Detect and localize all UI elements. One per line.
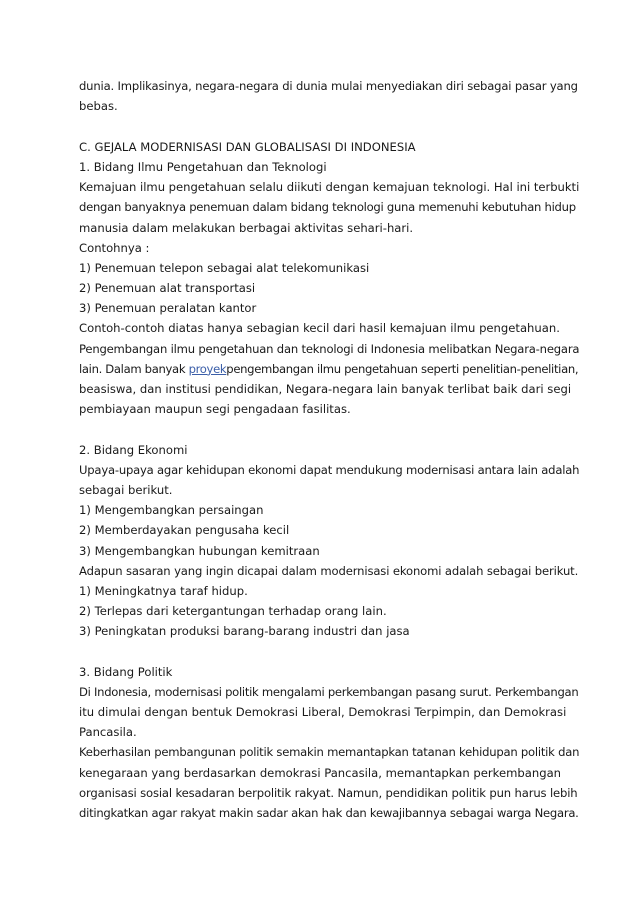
list-item: 3) Mengembangkan hubungan kemitraan [79,543,320,558]
text-line: pembiayaan maupun segi pengadaan fasilitas. [79,402,351,417]
proyek-link[interactable]: proyek [188,361,227,376]
text-line-with-link [79,359,579,379]
text-line: organisasi sosial kesadaran berpolitik rakyat. Namun, pendidikan politik pun harus lebih [79,785,578,800]
text-line: Kemajuan ilmu pengetahuan selalu diikuti dengan kemajuan teknologi. Hal ini terbukti [79,180,580,195]
subsection-title: 1. Bidang Ilmu Pengetahuan dan Teknologi [79,159,327,174]
list-item: 2) Memberdayakan pengusaha kecil [79,523,290,538]
text-line: Di Indonesia, modernisasi politik mengalami perkembangan pasang surut. Perkembangan [79,684,579,699]
text-line: dunia. Implikasinya, negara-negara di dunia mulai menyediakan diri sebagai pasar yang [79,79,578,93]
list-item: 3) Penemuan peralatan kantor [79,301,257,316]
text-line: itu dimulai dengan bentuk Demokrasi Liberal, Demokrasi Terpimpin, dan Demokrasi [79,705,567,720]
text-fragment: lain. Dalam banyak [79,361,189,376]
list-item: 1) Mengembangkan persaingan [79,503,264,518]
text-line: Adapun sasaran yang ingin dicapai dalam modernisasi ekonomi adalah sebagai berikut. [79,563,579,578]
text-line: kenegaraan yang berdasarkan demokrasi Pancasila, memantapkan perkembangan [79,765,562,780]
text-fragment: pengembangan ilmu pengetahuan seperti penelitian-penelitian, [226,361,579,376]
text-line: sebagai berikut. [79,482,173,497]
section-heading: C. GEJALA MODERNISASI DAN GLOBALISASI DI INDONESIA [79,139,416,154]
text-line: ditingkatkan agar rakyat makin sadar akan hak dan kewajibannya sebagai warga Negara. [79,805,579,820]
text-line: Pengembangan ilmu pengetahuan dan teknologi di Indonesia melibatkan Negara-negara [79,341,580,356]
document-page [79,76,579,823]
text-line: beasiswa, dan institusi pendidikan, Negara-negara lain banyak terlibat baik dari segi [79,382,572,397]
text-line: manusia dalam melakukan berbagai aktivitas sehari-hari. [79,220,414,235]
spacer [79,419,579,439]
list-item: 1) Meningkatnya taraf hidup. [79,583,248,598]
text-line: Keberhasilan pembangunan politik semakin memantapkan tatanan kehidupan politik dan [79,745,580,760]
text-line: Contoh-contoh diatas hanya sebagian kecil dari hasil kemajuan ilmu pengetahuan. [79,321,560,336]
list-item: 2) Penemuan alat transportasi [79,281,256,296]
list-item: 3) Peningkatan produksi barang-barang industri dan jasa [79,624,410,639]
subsection-title: 2. Bidang Ekonomi [79,442,188,457]
text-line: dengan banyaknya penemuan dalam bidang teknologi guna memenuhi kebutuhan hidup [79,200,576,215]
subsection-title: 3. Bidang Politik [79,664,173,679]
list-item: 1) Penemuan telepon sebagai alat telekomunikasi [79,260,370,275]
spacer [79,641,579,661]
spacer [79,116,579,136]
list-item: 2) Terlepas dari ketergantungan terhadap orang lain. [79,604,387,619]
text-line: bebas. [79,99,118,114]
examples-label: Contohnya : [79,240,150,255]
text-line: Pancasila. [79,725,137,740]
text-line: Upaya-upaya agar kehidupan ekonomi dapat mendukung modernisasi antara lain adalah [79,462,580,477]
